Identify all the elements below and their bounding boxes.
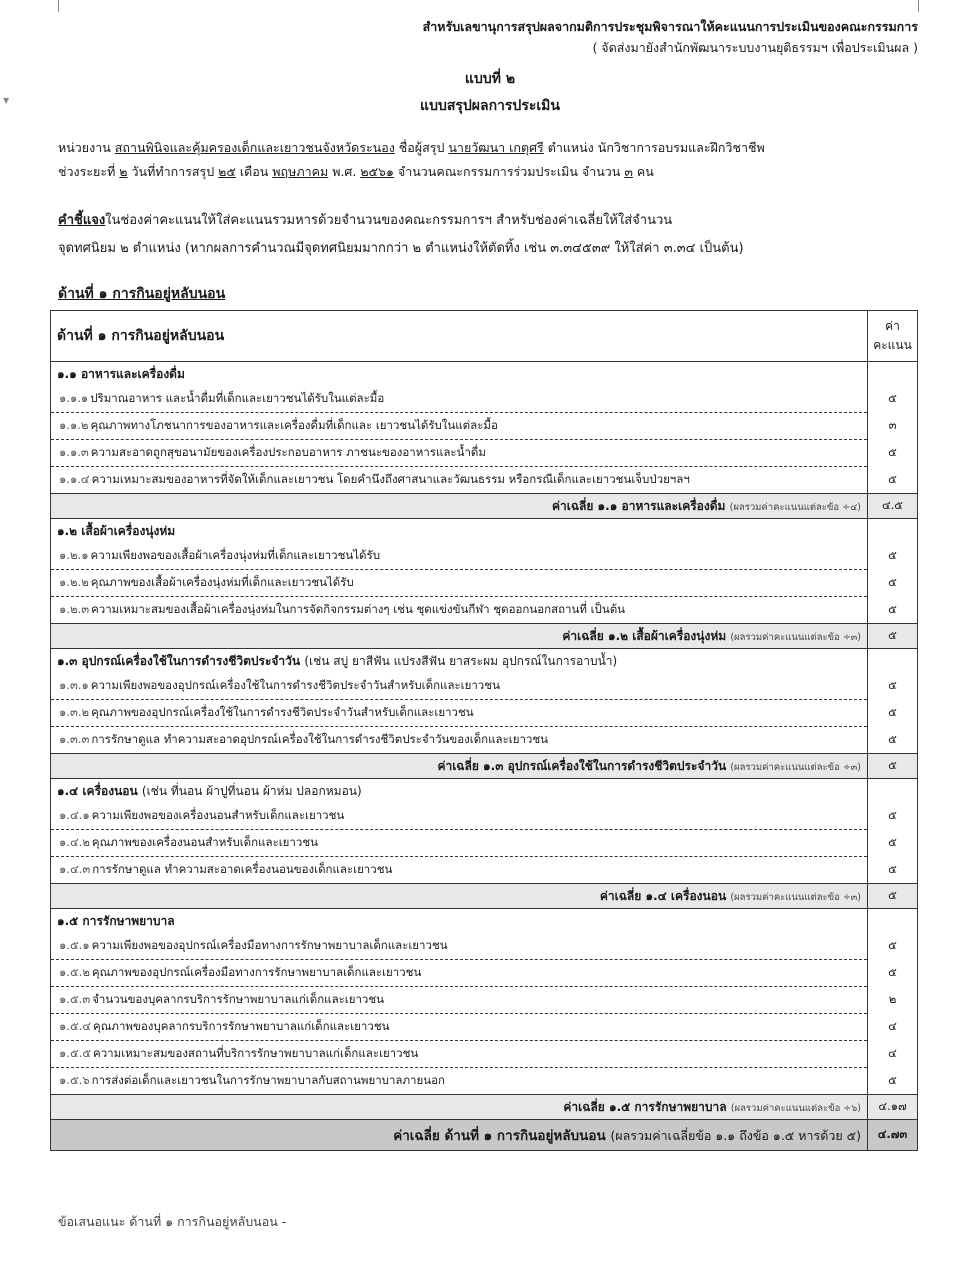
page-corner-mark-left [58,0,59,12]
table-row [51,440,918,467]
item-desc [51,1068,868,1095]
average-note: (ผลรวมค่าคะแนนแต่ละข้อ ÷๔) [729,501,861,513]
average-label: ค่าเฉลี่ย ๑.๕ การรักษาพยาบาล (ผลรวมค่าคะแนนแต่ละข้อ ÷๖) [51,1095,868,1120]
form-title: แบบสรุปผลการประเมิน [420,98,560,114]
item-number: ๑.๑.๒ [59,418,89,432]
evaluation-table [50,310,918,1151]
group-header-row [51,909,918,934]
date-label: วันที่ทำการสรุป [131,164,215,179]
item-score[interactable]: ๕ [868,467,918,494]
item-number: ๑.๔.๓ [59,862,91,876]
item-score[interactable]: ๔ [868,1041,918,1068]
table-row [51,1041,918,1068]
group-header-row [51,519,918,544]
item-text: ความเหมาะสมของอาหารที่จัดให้เด็กและเยาวชน โดยคำนึงถึงศาสนาและวัฒนธรรม หรือกรณีเด็กและเยาวชนเจ็บป่วยฯลฯ [91,472,690,486]
item-desc [51,570,868,597]
item-number: ๑.๕.๑ [59,938,90,952]
group-score-cell [868,649,918,674]
group-title: ๑.๕ การรักษาพยาบาล [51,909,868,934]
item-desc [51,467,868,494]
table-row [51,830,918,857]
item-number: ๑.๓.๑ [59,678,89,692]
item-desc [51,857,868,884]
year-value: ๒๕๖๑ [360,164,394,179]
item-desc [51,700,868,727]
group-header-row [51,362,918,387]
overall-average-row [51,1120,918,1151]
period-label: ช่วงระยะที่ [58,164,116,179]
item-text: คุณภาพของเสื้อผ้าเครื่องนุ่งห่มที่เด็กและเยาวชนได้รับ [90,575,354,589]
average-note: (ผลรวมค่าคะแนนแต่ละข้อ ÷๖) [730,1102,861,1114]
item-score[interactable]: ๔ [868,1014,918,1041]
table-row [51,597,918,624]
group-title: ๑.๒ เสื้อผ้าเครื่องนุ่งห่ม [51,519,868,544]
collapse-arrow-icon[interactable]: ▼ [3,96,10,105]
overall-note: (ผลรวมค่าเฉลี่ยข้อ ๑.๑ ถึงข้อ ๑.๕ หารด้วย ๕) [610,1128,861,1143]
item-number: ๑.๔.๑ [59,808,90,822]
group-score-cell [868,519,918,544]
suggestion-text: ข้อเสนอแนะ ด้านที่ ๑ การกินอยู่หลับนอน - [58,1214,287,1229]
item-text: ความเหมาะสมของสถานที่บริการรักษาพยาบาลแก่เด็กและเยาวชน [93,1046,419,1060]
table-row [51,803,918,830]
info-block [58,136,920,184]
group-title: ๑.๔ เครื่องนอน (เช่น ที่นอน ผ้าปูที่นอน ผ้าห่ม ปลอกหมอน) [51,779,868,804]
info-line-2 [58,160,920,184]
item-number: ๑.๓.๒ [59,705,90,719]
item-score[interactable]: ๕ [868,440,918,467]
committee-label: จำนวนคณะกรรมการร่วมประเมิน จำนวน [397,164,621,179]
item-text: คุณภาพของเครื่องนอนสำหรับเด็กและเยาวชน [91,835,319,849]
item-desc [51,960,868,987]
item-text: การส่งต่อเด็กและเยาวชนในการรักษาพยาบาลกับสถานพยาบาลภายนอก [91,1073,445,1087]
average-label: ค่าเฉลี่ย ๑.๒ เสื้อผ้าเครื่องนุ่งห่ม (ผลรวมค่าคะแนนแต่ละข้อ ÷๓) [51,624,868,649]
month-label: เดือน [239,164,269,179]
item-score[interactable]: ๕ [868,700,918,727]
average-value[interactable]: ๕ [868,884,918,909]
item-text: ความสะอาดถูกสุขอนามัยของเครื่องประกอบอาหาร ภาชนะของอาหารและน้ำดื่ม [90,445,486,459]
item-text: คุณภาพทางโภชนาการของอาหารและเครื่องดื่มที่เด็กและ เยาวชนได้รับในแต่ละมื้อ [90,418,498,432]
item-desc [51,987,868,1014]
group-average-row [51,754,918,779]
item-desc [51,1041,868,1068]
table-row [51,1068,918,1095]
item-score[interactable]: ๕ [868,597,918,624]
item-score[interactable]: ๕ [868,386,918,413]
item-text: ปริมาณอาหาร และน้ำดื่มที่เด็กและเยาวชนได้รับในแต่ละมื้อ [90,391,385,405]
item-number: ๑.๕.๕ [59,1046,92,1060]
table-row [51,543,918,570]
table-row [51,857,918,884]
instruction-text-1: ในช่องค่าคะแนนให้ใส่คะแนนรวมหารด้วยจำนวนของคณะกรรมการฯ สำหรับช่องค่าเฉลี่ยให้ใส่จำนวน [105,213,673,228]
group-title-note: (เช่น สบู่ ยาสีฟัน แปรงสีฟัน ยาสระผม อุปกรณ์ในการอาบน้ำ) [304,653,618,668]
header-line-1: สำหรับเลขานุการสรุปผลจากมติการประชุมพิจารณาให้คะแนนการประเมินของคณะกรรมการ [422,19,918,34]
position-label: ตำแหน่ง [547,140,594,155]
item-score[interactable]: ๕ [868,543,918,570]
month-value: พฤษภาคม [272,164,329,179]
item-text: คุณภาพของอุปกรณ์เครื่องใช้ในการดำรงชีวิตประจำวันสำหรับเด็กและเยาวชน [91,705,474,719]
item-number: ๑.๕.๔ [59,1019,92,1033]
item-desc [51,673,868,700]
item-text: การรักษาดูแล ทำความสะอาดอุปกรณ์เครื่องใช้ในการดำรงชีวิตประจำวันของเด็กและเยาวชน [91,732,549,746]
item-number: ๑.๕.๓ [59,992,91,1006]
item-text: การรักษาดูแล ทำความสะอาดเครื่องนอนของเด็กและเยาวชน [92,862,393,876]
header-desc: ด้านที่ ๑ การกินอยู่หลับนอน [51,311,868,362]
item-score[interactable]: ๕ [868,830,918,857]
average-note: (ผลรวมค่าคะแนนแต่ละข้อ ÷๓) [730,891,861,903]
item-text: คุณภาพของบุคลากรบริการรักษาพยาบาลแก่เด็กและเยาวชน [93,1019,390,1033]
average-label: ค่าเฉลี่ย ๑.๑ อาหารและเครื่องดื่ม (ผลรวมค่าคะแนนแต่ละข้อ ÷๔) [51,494,868,519]
average-value[interactable]: ๕ [868,754,918,779]
item-desc [51,597,868,624]
item-score[interactable]: ๕ [868,727,918,754]
item-score[interactable]: ๒ [868,987,918,1014]
item-desc [51,803,868,830]
committee-unit: คน [636,164,654,179]
item-score[interactable]: ๕ [868,570,918,597]
group-header-row [51,649,918,674]
table-row [51,960,918,987]
item-desc [51,727,868,754]
group-title-note: (เช่น ที่นอน ผ้าปูที่นอน ผ้าห่ม ปลอกหมอน) [141,783,362,798]
item-number: ๑.๑.๑ [59,391,89,405]
item-score[interactable]: ๕ [868,673,918,700]
overall-label: ค่าเฉลี่ย ด้านที่ ๑ การกินอยู่หลับนอน (ผลรวมค่าเฉลี่ยข้อ ๑.๑ ถึงข้อ ๑.๕ หารด้วย ๕) [51,1120,868,1151]
item-desc [51,543,868,570]
agency-label: หน่วยงาน [58,140,111,155]
summarizer-label: ชื่อผู้สรุป [398,140,445,155]
instruction-block [58,207,920,263]
period-value: ๒ [119,164,128,179]
group-average-row [51,624,918,649]
item-text: คุณภาพของอุปกรณ์เครื่องมือทางการรักษาพยาบาลเด็กและเยาวชน [91,965,422,979]
item-number: ๑.๒.๑ [59,548,89,562]
form-number: แบบที่ ๒ [464,71,516,87]
day-value: ๒๕ [218,164,236,179]
item-desc [51,1014,868,1041]
group-header-row [51,779,918,804]
item-desc [51,933,868,960]
section-heading: ด้านที่ ๑ การกินอยู่หลับนอน [58,286,226,302]
summarizer-value: นายวัฒนา เกตุศรี [448,140,544,155]
year-label: พ.ศ. [332,164,357,179]
agency-value: สถานพินิจและคุ้มครองเด็กและเยาวชนจังหวัดระนอง [114,140,395,155]
group-score-cell [868,909,918,934]
average-value[interactable]: ๔.๑๗ [868,1095,918,1120]
item-desc [51,386,868,413]
item-desc [51,413,868,440]
table-header-row [51,311,918,362]
item-number: ๑.๕.๖ [59,1073,90,1087]
overall-value[interactable]: ๔.๗๓ [868,1120,918,1151]
average-value[interactable]: ๕ [868,624,918,649]
table-row [51,1014,918,1041]
instruction-label: คำชี้แจง [58,213,106,228]
group-title: ๑.๓ อุปกรณ์เครื่องใช้ในการดำรงชีวิตประจำวัน (เช่น สบู่ ยาสีฟัน แปรงสีฟัน ยาสระผม อุปกรณ์ในการอาบน้ำ) [51,649,868,674]
header-line-2: ( จัดส่งมายังสำนักพัฒนาระบบงานยุติธรรมฯ เพื่อประเมินผล ) [592,40,918,55]
header-score: ค่า คะแนน [868,311,918,362]
average-value[interactable]: ๔.๕ [868,494,918,519]
group-average-row [51,884,918,909]
average-note: (ผลรวมค่าคะแนนแต่ละข้อ ÷๓) [730,631,861,643]
table-row [51,987,918,1014]
committee-count: ๓ [624,164,633,179]
item-number: ๑.๓.๓ [59,732,90,746]
item-text: ความเพียงพอของเครื่องนอนสำหรับเด็กและเยาวชน [91,808,345,822]
group-score-cell [868,362,918,387]
average-label: ค่าเฉลี่ย ๑.๔ เครื่องนอน (ผลรวมค่าคะแนนแต่ละข้อ ÷๓) [51,884,868,909]
item-number: ๑.๑.๓ [59,445,89,459]
table-row [51,673,918,700]
item-number: ๑.๕.๒ [59,965,90,979]
position-value: นักวิชาการอบรมและฝึกวิชาชีพ [597,140,765,155]
info-line-1 [58,136,920,160]
item-text: ความเหมาะสมของเสื้อผ้าเครื่องนุ่งห่มในการจัดกิจกรรมต่างๆ เช่น ชุดแข่งขันกีฬา ชุดออกนอกสถานที่ เป็นต้น [91,602,626,616]
item-score[interactable]: ๕ [868,1068,918,1095]
item-text: จำนวนของบุคลากรบริการรักษาพยาบาลแก่เด็กและเยาวชน [92,992,385,1006]
table-row [51,727,918,754]
group-title: ๑.๑ อาหารและเครื่องดื่ม [51,362,868,387]
item-number: ๑.๒.๓ [59,602,90,616]
table-row [51,570,918,597]
average-note: (ผลรวมค่าคะแนนแต่ละข้อ ÷๓) [730,761,861,773]
table-row [51,467,918,494]
item-number: ๑.๒.๒ [59,575,89,589]
group-average-row [51,1095,918,1120]
average-label: ค่าเฉลี่ย ๑.๓ อุปกรณ์เครื่องใช้ในการดำรงชีวิตประจำวัน (ผลรวมค่าคะแนนแต่ละข้อ ÷๓) [51,754,868,779]
item-text: ความเพียงพอของอุปกรณ์เครื่องใช้ในการดำรงชีวิตประจำวันสำหรับเด็กและเยาวชน [90,678,500,692]
item-number: ๑.๑.๔ [59,472,90,486]
instruction-text-2: จุดทศนิยม ๒ ตำแหน่ง (หากผลการคำนวณมีจุดทศนิยมมากกว่า ๒ ตำแหน่งให้ตัดทิ้ง เช่น ๓.๓๔๕๓๙ ให้ใส่ค่า ๓.๓๔ เป็นต้น) [58,241,744,256]
group-score-cell [868,779,918,804]
item-score[interactable]: ๓ [868,413,918,440]
item-score[interactable]: ๕ [868,933,918,960]
item-desc [51,440,868,467]
table-row [51,700,918,727]
item-score[interactable]: ๕ [868,857,918,884]
group-average-row [51,494,918,519]
table-row [51,386,918,413]
item-desc [51,830,868,857]
item-text: ความเพียงพอของเสื้อผ้าเครื่องนุ่งห่มที่เด็กและเยาวชนได้รับ [90,548,380,562]
item-number: ๑.๔.๒ [59,835,90,849]
item-score[interactable]: ๕ [868,803,918,830]
document-header [423,16,918,58]
item-text: ความเพียงพอของอุปกรณ์เครื่องมือทางการรักษาพยาบาลเด็กและเยาวชน [91,938,448,952]
table-row [51,933,918,960]
item-score[interactable]: ๕ [868,960,918,987]
table-row [51,413,918,440]
page-corner-mark-right [918,0,919,12]
